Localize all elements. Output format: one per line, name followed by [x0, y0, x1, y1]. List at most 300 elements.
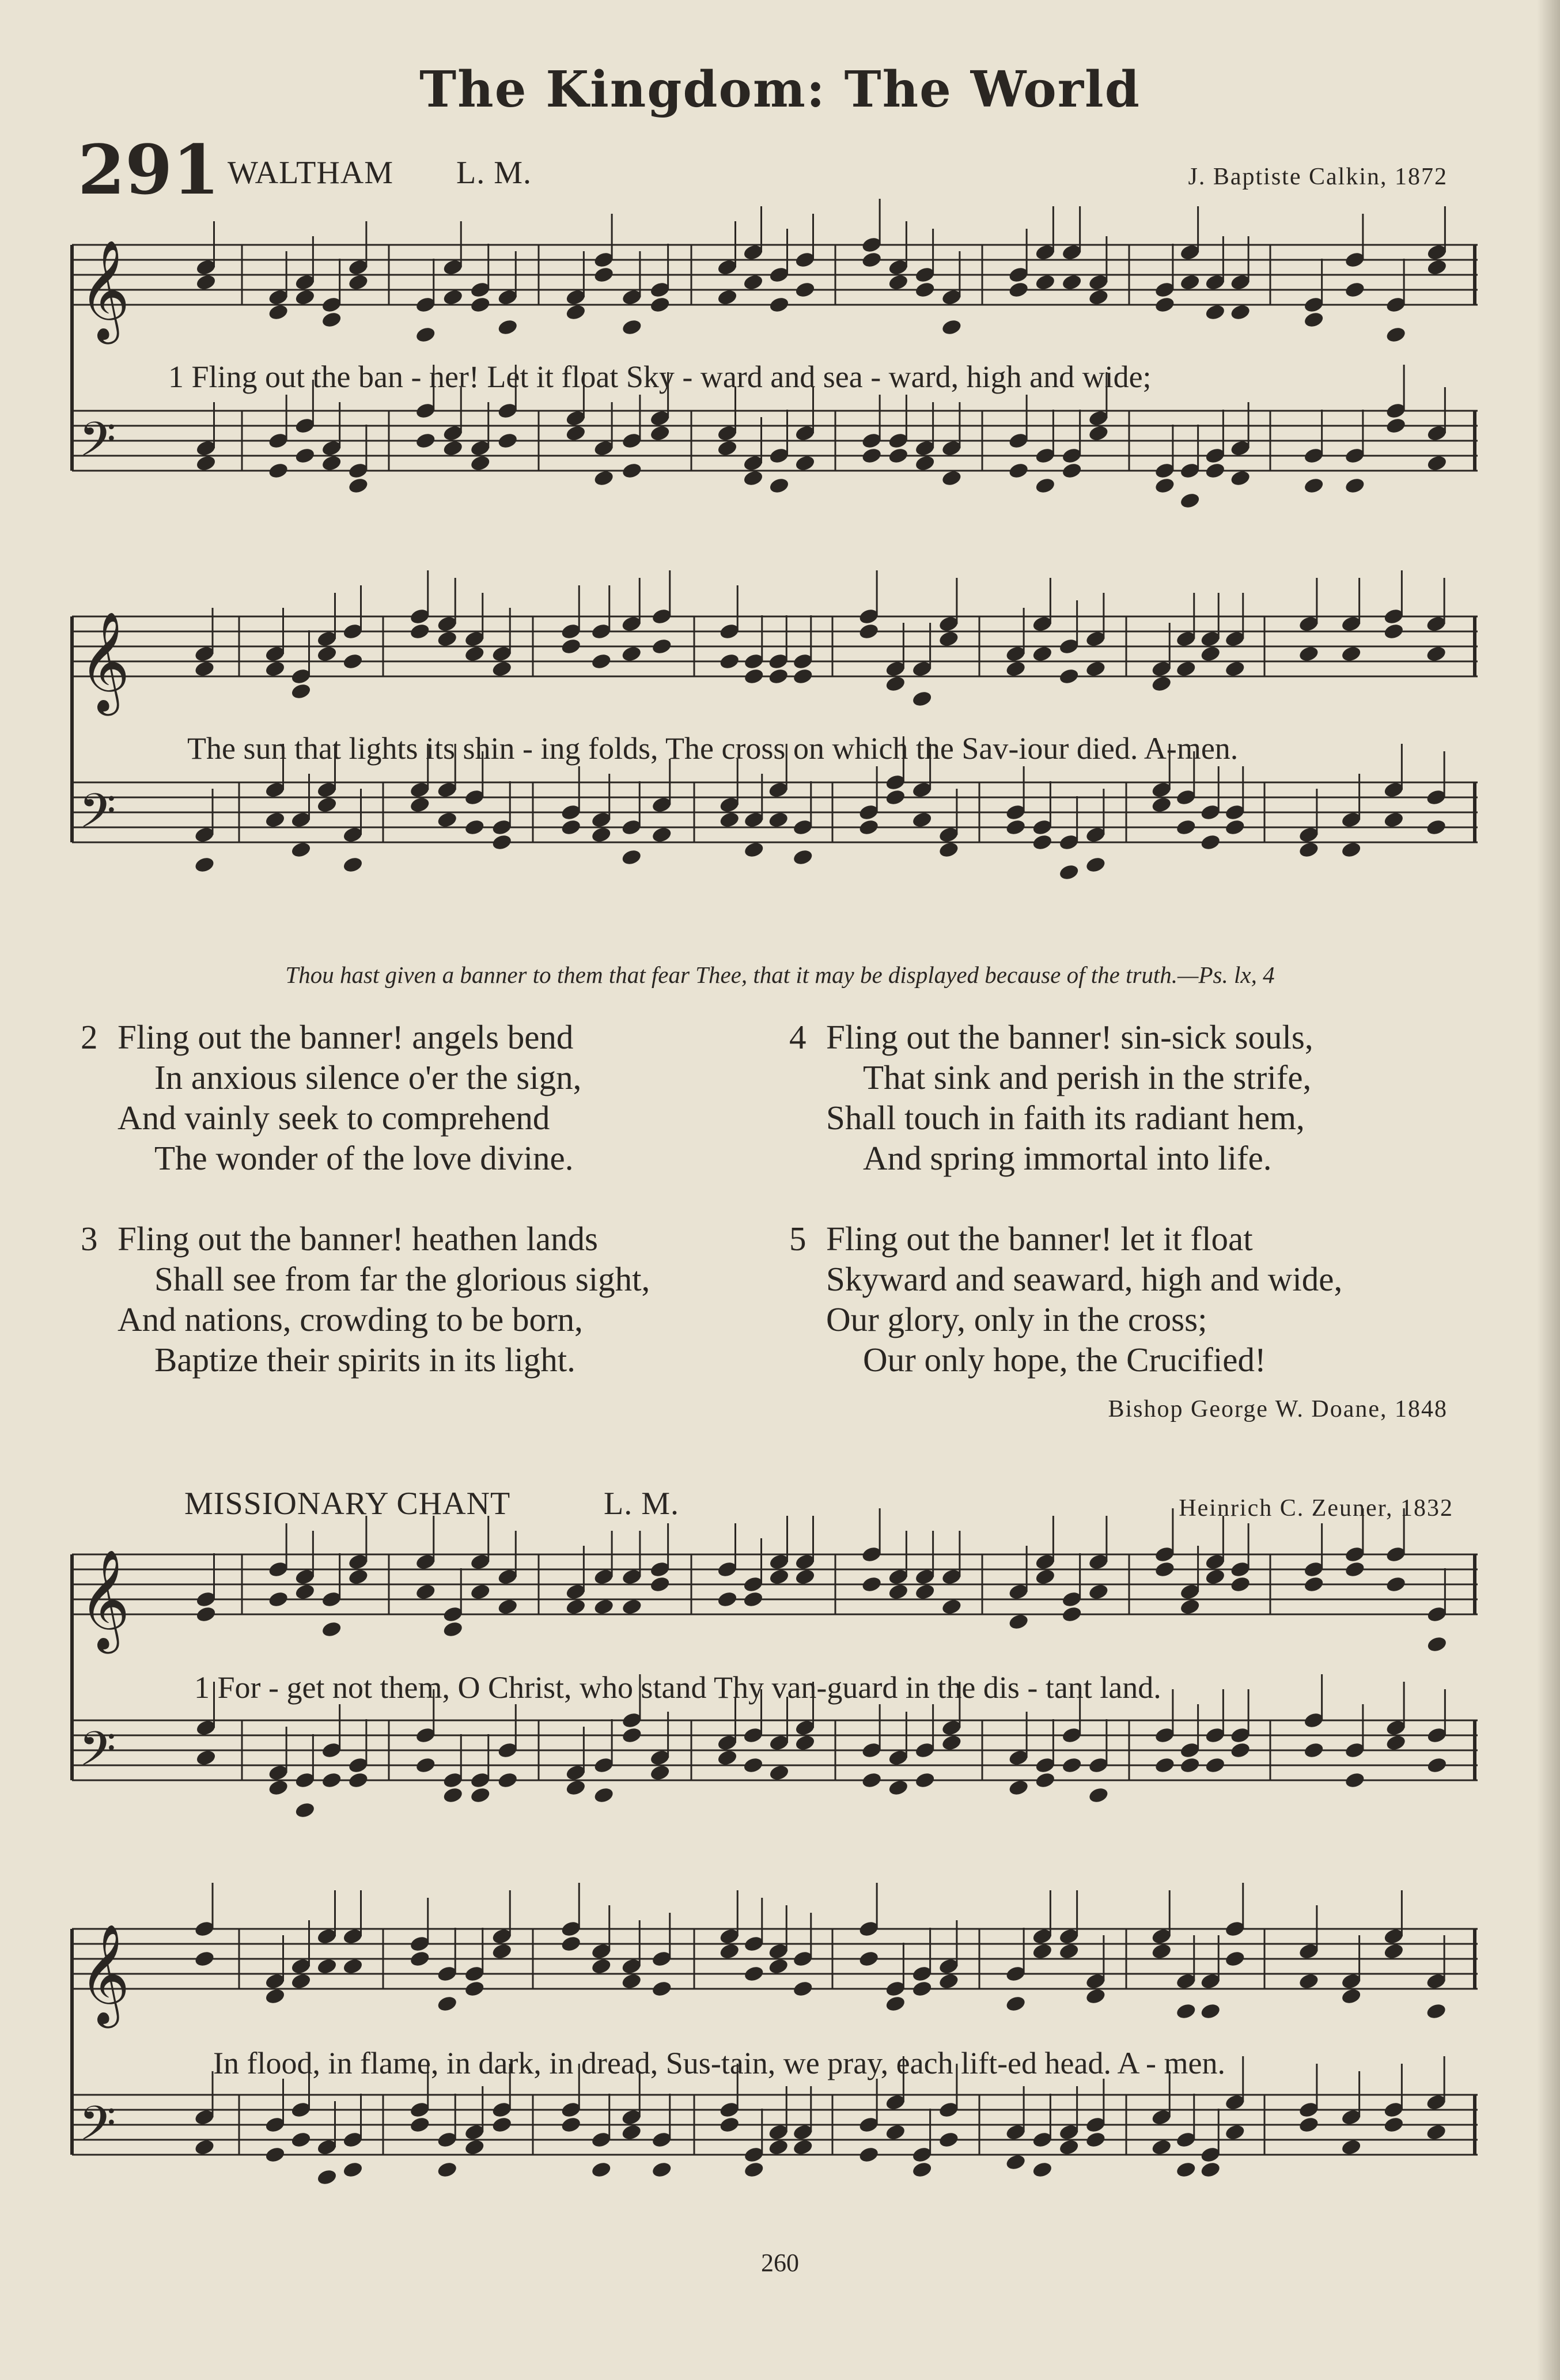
- note-head: [442, 288, 464, 307]
- note-head: [1298, 645, 1320, 663]
- note-head: [1088, 424, 1110, 442]
- note-head: [885, 788, 907, 807]
- note-head: [321, 311, 343, 329]
- note-head: [718, 652, 740, 671]
- note-head: [1224, 1950, 1246, 1968]
- note-head: [1229, 303, 1251, 321]
- note-head: [560, 637, 582, 656]
- note-head: [409, 2116, 431, 2134]
- note-head: [1179, 491, 1201, 510]
- note-head: [1085, 2131, 1107, 2149]
- verse-line: Our only hope, the Crucified!: [863, 1341, 1266, 1379]
- note-head: [767, 2138, 789, 2156]
- note-head: [717, 1749, 739, 1767]
- verse-5: [789, 1219, 1342, 1380]
- note-head: [565, 303, 587, 321]
- note-head: [436, 2160, 458, 2179]
- treble-staff: [72, 1508, 1478, 1654]
- treble-staff: [72, 1883, 1478, 2029]
- note-head: [264, 2146, 286, 2164]
- note-head: [767, 1957, 789, 1976]
- note-head: [1008, 461, 1029, 480]
- note-head: [442, 1786, 464, 1804]
- verse-line: Shall see from far the glorious sight,: [154, 1260, 650, 1298]
- note-head: [792, 1980, 814, 1998]
- note-head: [316, 645, 338, 663]
- note-head: [290, 682, 312, 701]
- note-head: [620, 645, 642, 663]
- note-head: [1344, 476, 1366, 495]
- note-head: [1303, 311, 1325, 329]
- note-head: [342, 856, 364, 874]
- note-head: [938, 2131, 960, 2149]
- note-head: [861, 251, 883, 269]
- note-head: [294, 447, 316, 465]
- note-head: [593, 469, 615, 487]
- note-head: [1199, 2002, 1221, 2020]
- note-head: [290, 2131, 312, 2149]
- note-head: [885, 675, 907, 693]
- note-head: [590, 826, 612, 844]
- note-head: [415, 326, 437, 344]
- note-head: [294, 1583, 316, 1601]
- note-head: [651, 637, 673, 656]
- bass-clef-icon: 𝄢: [79, 411, 116, 479]
- verse-line: And nations, crowding to be born,: [118, 1300, 583, 1338]
- note-head: [941, 469, 963, 487]
- note-head: [1426, 1635, 1448, 1653]
- note-head: [1150, 1942, 1172, 1961]
- note-head: [792, 2138, 814, 2156]
- note-head: [1061, 1605, 1083, 1624]
- note-head: [941, 1598, 963, 1616]
- verse-line: The wonder of the love divine.: [154, 1139, 574, 1177]
- note-head: [941, 1734, 963, 1752]
- note-head: [885, 1995, 907, 2013]
- note-head: [1175, 2002, 1197, 2020]
- note-head: [914, 454, 936, 472]
- treble-clef-icon: 𝄞: [79, 1549, 130, 1649]
- note-head: [316, 2168, 338, 2186]
- tune1-composer: J. Baptiste Calkin, 1872: [1188, 164, 1448, 190]
- note-head: [497, 1771, 518, 1789]
- note-head: [347, 1771, 369, 1789]
- note-head: [409, 796, 431, 814]
- note-head: [651, 2160, 673, 2179]
- note-head: [590, 2160, 612, 2179]
- page-number: 260: [761, 2249, 799, 2277]
- note-head: [621, 461, 643, 480]
- bass-clef-icon: 𝄢: [79, 1721, 116, 1788]
- verse-line: Fling out the banner! angels bend: [118, 1018, 574, 1056]
- note-head: [861, 447, 883, 465]
- note-head: [768, 1764, 790, 1782]
- note-head: [194, 2138, 215, 2156]
- note-head: [290, 841, 312, 859]
- note-head: [1061, 273, 1083, 292]
- note-head: [1344, 281, 1366, 299]
- note-head: [436, 811, 458, 829]
- note-head: [342, 652, 364, 671]
- note-head: [1032, 1942, 1054, 1961]
- verse-number: 3: [81, 1220, 98, 1258]
- note-head: [938, 630, 960, 648]
- note-head: [620, 1972, 642, 1991]
- verse-3: [81, 1219, 650, 1380]
- note-head: [316, 1957, 338, 1976]
- note-head: [491, 660, 513, 678]
- note-head: [1035, 476, 1057, 495]
- note-head: [1088, 1583, 1110, 1601]
- hymn-number: 291: [78, 130, 220, 210]
- treble-clef-icon: 𝄞: [79, 611, 130, 712]
- note-head: [1383, 1942, 1405, 1961]
- note-head: [743, 841, 765, 859]
- note-head: [1344, 1560, 1366, 1579]
- note-head: [911, 1980, 933, 1998]
- note-head: [1205, 1756, 1226, 1774]
- tune1-meter: L. M.: [456, 155, 532, 191]
- note-head: [1298, 841, 1320, 859]
- note-head: [1088, 288, 1110, 307]
- note-head: [1058, 1942, 1080, 1961]
- note-head: [1085, 1987, 1107, 2006]
- note-head: [914, 1583, 936, 1601]
- note-head: [342, 1957, 364, 1976]
- note-head: [1005, 2153, 1027, 2171]
- note-head: [1425, 818, 1447, 837]
- note-head: [649, 296, 671, 314]
- verse-number: 2: [81, 1018, 98, 1056]
- note-head: [1061, 1756, 1083, 1774]
- note-head: [409, 622, 431, 641]
- verse-line: Fling out the banner! sin-sick souls,: [826, 1018, 1313, 1056]
- note-head: [442, 1620, 464, 1639]
- note-head: [560, 1935, 582, 1953]
- note-head: [1383, 2116, 1405, 2134]
- note-head: [321, 1771, 343, 1789]
- note-head: [342, 2160, 364, 2179]
- note-head: [464, 1980, 486, 1998]
- note-head: [858, 622, 880, 641]
- note-head: [1008, 281, 1029, 299]
- note-head: [1175, 2160, 1197, 2179]
- note-head: [1008, 1779, 1029, 1797]
- note-head: [290, 1972, 312, 1991]
- note-head: [294, 288, 316, 307]
- note-head: [1224, 2123, 1246, 2141]
- note-head: [1205, 303, 1226, 321]
- tune2-name: MISSIONARY CHANT: [184, 1486, 511, 1522]
- note-head: [1154, 476, 1176, 495]
- verse-2: [81, 1017, 581, 1178]
- note-head: [743, 1965, 765, 1983]
- tune2-meter: L. M.: [604, 1486, 679, 1522]
- tune1-lyric-line2: The sun that lights its shin - ing folds, The cross on which the Sav-iour died. A-men.: [187, 731, 1239, 766]
- note-head: [560, 2116, 582, 2134]
- note-head: [1303, 1575, 1325, 1594]
- tune2-lyric-line1: 1 For - get not them, O Christ, who stand Thy van-guard in the dis - tant land.: [194, 1670, 1161, 1705]
- note-head: [1298, 1972, 1320, 1991]
- verse-number: 4: [789, 1018, 806, 1056]
- tune1-name: WALTHAM: [228, 155, 394, 191]
- verse-line: Skyward and seaward, high and wide,: [826, 1260, 1343, 1298]
- note-head: [768, 476, 790, 495]
- note-head: [1150, 796, 1172, 814]
- note-head: [1385, 1575, 1407, 1594]
- note-head: [938, 841, 960, 859]
- note-head: [794, 1734, 816, 1752]
- note-head: [1058, 2138, 1080, 2156]
- note-head: [491, 2116, 513, 2134]
- note-head: [1088, 1786, 1110, 1804]
- note-head: [1303, 476, 1325, 495]
- note-head: [469, 1786, 491, 1804]
- note-head: [717, 439, 739, 457]
- note-head: [590, 1957, 612, 1976]
- note-head: [1385, 326, 1407, 344]
- verse-number: 5: [789, 1220, 806, 1258]
- note-head: [436, 1995, 458, 2013]
- note-head: [1175, 660, 1197, 678]
- note-head: [1005, 818, 1027, 837]
- note-head: [888, 273, 910, 292]
- note-head: [267, 1779, 289, 1797]
- note-head: [858, 2146, 880, 2164]
- note-head: [1035, 1771, 1057, 1789]
- note-head: [767, 811, 789, 829]
- note-head: [497, 1598, 518, 1616]
- note-head: [649, 424, 671, 442]
- note-head: [1341, 2138, 1362, 2156]
- note-head: [792, 848, 814, 867]
- note-head: [469, 1583, 491, 1601]
- verse-line: Baptize their spirits in its light.: [154, 1341, 575, 1379]
- note-head: [321, 1620, 343, 1639]
- note-head: [743, 273, 764, 292]
- note-head: [264, 1987, 286, 2006]
- note-head: [194, 1950, 215, 1968]
- note-head: [717, 1590, 739, 1609]
- tune1-lyric-line1: 1 Fling out the ban - ner! Let it float Sky - ward and sea - ward, high and wide;: [168, 360, 1152, 394]
- note-head: [941, 318, 963, 336]
- note-head: [1426, 1756, 1448, 1774]
- note-head: [1058, 863, 1080, 881]
- note-head: [195, 454, 217, 472]
- note-head: [651, 826, 673, 844]
- note-head: [649, 1764, 671, 1782]
- note-head: [469, 454, 491, 472]
- note-head: [1385, 417, 1407, 435]
- note-head: [1383, 622, 1405, 641]
- note-head: [347, 1568, 369, 1586]
- note-head: [621, 318, 643, 336]
- note-head: [267, 461, 289, 480]
- note-head: [620, 848, 642, 867]
- note-head: [267, 1590, 289, 1609]
- note-head: [651, 1980, 673, 1998]
- note-head: [792, 667, 814, 686]
- note-head: [1175, 818, 1197, 837]
- verse-line: And vainly seek to comprehend: [118, 1099, 550, 1137]
- note-head: [464, 645, 486, 663]
- note-head: [415, 1583, 437, 1601]
- note-head: [560, 818, 582, 837]
- note-head: [794, 454, 816, 472]
- bass-clef-icon: 𝄢: [79, 783, 116, 850]
- note-head: [621, 1598, 643, 1616]
- note-head: [888, 1583, 910, 1601]
- note-head: [1385, 1734, 1407, 1752]
- note-head: [1061, 461, 1083, 480]
- note-head: [718, 811, 740, 829]
- note-head: [1199, 833, 1221, 852]
- note-head: [1205, 461, 1226, 480]
- note-head: [347, 476, 369, 495]
- note-head: [1425, 2123, 1447, 2141]
- note-head: [1032, 833, 1054, 852]
- note-head: [1426, 454, 1448, 472]
- note-head: [415, 432, 437, 450]
- treble-clef-icon: 𝄞: [79, 1924, 130, 2024]
- note-head: [858, 818, 880, 837]
- note-head: [415, 1756, 437, 1774]
- note-head: [264, 811, 286, 829]
- verse-line: Our glory, only in the cross;: [826, 1300, 1207, 1338]
- note-head: [593, 1786, 615, 1804]
- note-head: [743, 1756, 764, 1774]
- note-head: [316, 796, 338, 814]
- note-head: [1005, 660, 1027, 678]
- hymn-author: Bishop George W. Doane, 1848: [1108, 1396, 1448, 1422]
- note-head: [914, 281, 936, 299]
- note-head: [264, 660, 286, 678]
- note-head: [743, 2160, 765, 2179]
- note-head: [1303, 1741, 1325, 1760]
- note-head: [1032, 2160, 1054, 2179]
- note-head: [565, 1598, 587, 1616]
- section-header: The Kingdom: The World: [419, 60, 1141, 119]
- note-head: [620, 2123, 642, 2141]
- note-head: [1205, 1568, 1226, 1586]
- note-head: [565, 424, 587, 442]
- verse-line: Fling out the banner! heathen lands: [118, 1220, 598, 1258]
- note-head: [195, 273, 217, 292]
- note-head: [294, 1801, 316, 1819]
- note-head: [1224, 818, 1246, 837]
- note-head: [743, 667, 765, 686]
- note-head: [911, 2160, 933, 2179]
- note-head: [767, 667, 789, 686]
- note-head: [794, 1568, 816, 1586]
- note-head: [1035, 1568, 1057, 1586]
- note-head: [911, 811, 933, 829]
- note-head: [1035, 273, 1057, 292]
- note-head: [1199, 645, 1221, 663]
- note-head: [464, 2138, 486, 2156]
- verse-line: And spring immortal into life.: [863, 1139, 1272, 1177]
- note-head: [1085, 856, 1107, 874]
- note-head: [1383, 811, 1405, 829]
- note-head: [1150, 2138, 1172, 2156]
- note-head: [914, 1771, 936, 1789]
- note-head: [1426, 258, 1448, 277]
- note-head: [1344, 1771, 1366, 1789]
- verse-line: That sink and perish in the strife,: [863, 1058, 1312, 1096]
- note-head: [195, 1749, 217, 1767]
- treble-clef-icon: 𝄞: [79, 240, 130, 340]
- note-head: [1341, 1987, 1362, 2006]
- note-head: [1150, 675, 1172, 693]
- note-head: [194, 660, 215, 678]
- note-head: [768, 296, 790, 314]
- note-head: [1154, 296, 1176, 314]
- note-head: [565, 1779, 587, 1797]
- note-head: [743, 1590, 764, 1609]
- note-head: [938, 1972, 960, 1991]
- note-head: [649, 1575, 671, 1594]
- verse-line: Shall touch in faith its radiant hem,: [826, 1099, 1305, 1137]
- note-head: [1154, 1756, 1176, 1774]
- note-head: [464, 818, 486, 837]
- note-head: [491, 1942, 513, 1961]
- note-head: [497, 432, 518, 450]
- note-head: [593, 1598, 615, 1616]
- note-head: [1229, 1741, 1251, 1760]
- note-head: [491, 833, 513, 852]
- note-head: [267, 303, 289, 321]
- note-head: [1298, 2116, 1320, 2134]
- note-head: [1179, 1598, 1201, 1616]
- note-head: [1008, 1613, 1029, 1631]
- scripture-quote: Thou hast given a banner to them that fear Thee, that it may be displayed because of the truth.—Ps. lx, 4: [285, 962, 1275, 988]
- note-head: [718, 1942, 740, 1961]
- note-head: [717, 288, 739, 307]
- note-head: [768, 1568, 790, 1586]
- note-head: [1058, 667, 1080, 686]
- note-head: [718, 2116, 740, 2134]
- note-head: [794, 281, 816, 299]
- note-head: [1179, 1756, 1201, 1774]
- note-head: [911, 690, 933, 708]
- note-head: [885, 2123, 907, 2141]
- note-head: [194, 856, 215, 874]
- note-head: [621, 1726, 643, 1745]
- note-head: [1005, 1995, 1027, 2013]
- note-head: [888, 447, 910, 465]
- tune2-lyric-line2: In flood, in flame, in dark, in dread, Sus-tain, we pray, each lift-ed head. A - men.: [213, 2046, 1225, 2080]
- note-head: [195, 1605, 217, 1624]
- note-head: [743, 469, 764, 487]
- note-head: [1154, 1560, 1176, 1579]
- note-head: [1425, 645, 1447, 663]
- note-head: [858, 1950, 880, 1968]
- note-head: [442, 439, 464, 457]
- note-head: [888, 1779, 910, 1797]
- note-head: [590, 652, 612, 671]
- note-head: [1425, 2002, 1447, 2020]
- note-head: [1085, 660, 1107, 678]
- note-head: [436, 630, 458, 648]
- note-head: [469, 296, 491, 314]
- note-head: [1341, 841, 1362, 859]
- note-head: [861, 1771, 883, 1789]
- note-head: [1032, 645, 1054, 663]
- note-head: [593, 266, 615, 284]
- note-head: [321, 454, 343, 472]
- note-head: [347, 273, 369, 292]
- note-head: [861, 1575, 883, 1594]
